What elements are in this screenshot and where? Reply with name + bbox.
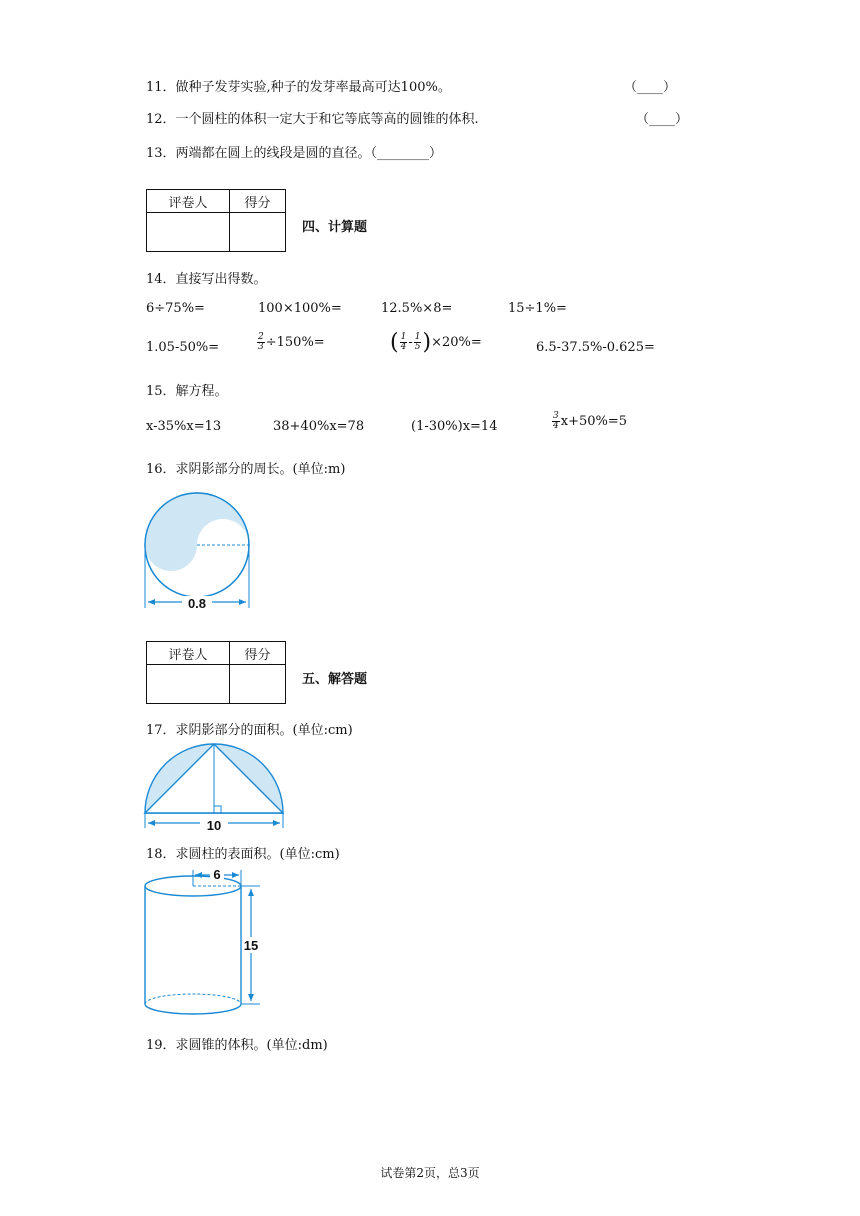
semicircle-triangle-figure bbox=[138, 740, 290, 836]
question-11: 11．做种子发芽实验,种子的发芽率最高可达100%。 bbox=[146, 80, 451, 95]
section-title-solve: 五、解答题 bbox=[302, 672, 368, 687]
dimension-label: 10 bbox=[206, 818, 222, 833]
dimension-label: 0.8 bbox=[187, 596, 207, 611]
question-14: 14．直接写出得数。 bbox=[146, 272, 267, 287]
answer-blank-11[interactable]: （____） bbox=[624, 80, 677, 95]
page-footer: 试卷第2页，总3页 bbox=[380, 1166, 480, 1180]
question-15: 15．解方程。 bbox=[146, 384, 228, 399]
fraction: $\frac{3}{4}$ bbox=[553, 411, 559, 431]
fraction: $\frac{1}{5}$ bbox=[414, 332, 421, 352]
question-19: 19．求圆锥的体积。(单位:dm) bbox=[146, 1038, 328, 1053]
fraction: $\frac{2}{3}$ bbox=[258, 332, 264, 352]
calc-item: 1.05-50%= bbox=[146, 340, 220, 355]
cylinder-figure bbox=[138, 864, 270, 1024]
dimension-label-height: 15 bbox=[243, 938, 259, 953]
calc-item: 6.5-37.5%-0.625= bbox=[536, 340, 655, 355]
question-12: 12．一个圆柱的体积一定大于和它等底等高的圆锥的体积. bbox=[146, 112, 479, 127]
reviewer-cell[interactable] bbox=[147, 665, 230, 704]
calc-item: 100×100%= bbox=[258, 301, 342, 316]
calc-item: 15÷1%= bbox=[508, 301, 567, 316]
score-cell[interactable] bbox=[229, 665, 285, 704]
answer-blank-12[interactable]: （____） bbox=[636, 112, 689, 127]
question-16: 16．求阴影部分的周长。(单位:m) bbox=[146, 462, 346, 477]
calc-item: 6÷75%= bbox=[146, 301, 205, 316]
reviewer-cell[interactable] bbox=[147, 213, 230, 252]
equation: 38+40%x=78 bbox=[273, 419, 365, 434]
calc-item-fraction: $\frac{2}{3}$ ÷150%= bbox=[258, 332, 325, 352]
reviewer-label: 评卷人 bbox=[147, 642, 230, 665]
score-table-section4 bbox=[146, 189, 286, 252]
dimension-label-diameter: 6 bbox=[213, 867, 221, 882]
equation: (1-30%)x=14 bbox=[411, 419, 498, 434]
reviewer-label: 评卷人 bbox=[147, 190, 230, 213]
equation-fraction: $\frac{3}{4}$ x+50%=5 bbox=[553, 411, 628, 431]
score-label: 得分 bbox=[229, 642, 285, 665]
question-17: 17．求阴影部分的面积。(单位:cm) bbox=[146, 723, 353, 738]
shaded-circle-figure bbox=[138, 488, 264, 614]
section-title-calc: 四、计算题 bbox=[302, 220, 368, 235]
question-13: 13．两端都在圆上的线段是圆的直径。（________） bbox=[146, 146, 443, 161]
question-18: 18．求圆柱的表面积。(单位:cm) bbox=[146, 847, 340, 862]
equation: x-35%x=13 bbox=[146, 419, 222, 434]
score-cell[interactable] bbox=[229, 213, 285, 252]
score-label: 得分 bbox=[229, 190, 285, 213]
calc-item-paren-fraction: ( $\frac{1}{4}$ - $\frac{1}{5}$ )×20%= bbox=[390, 330, 482, 355]
calc-item: 12.5%×8= bbox=[381, 301, 453, 316]
fraction: $\frac{1}{4}$ bbox=[400, 332, 407, 352]
score-table-section5 bbox=[146, 641, 286, 704]
